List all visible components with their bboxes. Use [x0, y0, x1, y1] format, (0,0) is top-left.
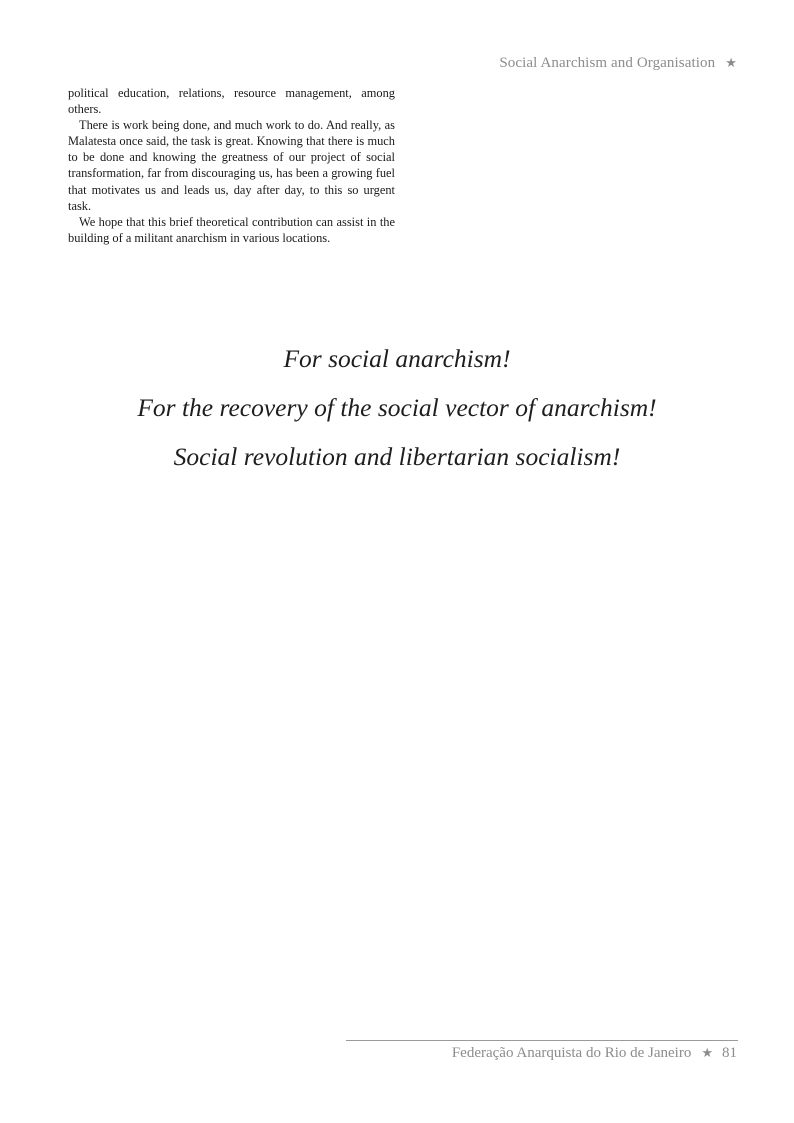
body-text-column	[68, 85, 395, 246]
slogans-block	[0, 336, 794, 483]
star-icon: ★	[725, 55, 737, 70]
footer-divider	[346, 1040, 738, 1041]
running-footer	[452, 1045, 737, 1062]
footer-publisher: Federação Anarquista do Rio de Janeiro	[451, 1045, 692, 1061]
running-title: Social Anarchism and Organisation	[499, 55, 716, 71]
paragraph-malatesta: There is work being done, and much work to do. And really, as Malatesta once said, the task is great. Knowing that there is much to be done and knowing the greatness of our project of social transformation, far from discouraging us, has been a growing fuel that motivates us and leads us, day after day, to this so urgent task.	[68, 118, 395, 213]
paragraph-closing: We hope that this brief theoretical contribution can assist in the building of a militant anarchism in various locations.	[68, 214, 395, 245]
running-header	[499, 55, 737, 72]
paragraph-continued: political education, relations, resource management, among others.	[68, 86, 395, 117]
slogan-social-revolution: Social revolution and libertarian socialism!	[173, 442, 621, 471]
slogan-social-vector: For the recovery of the social vector of anarchism!	[137, 393, 657, 422]
slogan-social-anarchism: For social anarchism!	[283, 344, 511, 373]
star-icon: ★	[701, 1045, 713, 1060]
page-number: 81	[722, 1045, 737, 1061]
